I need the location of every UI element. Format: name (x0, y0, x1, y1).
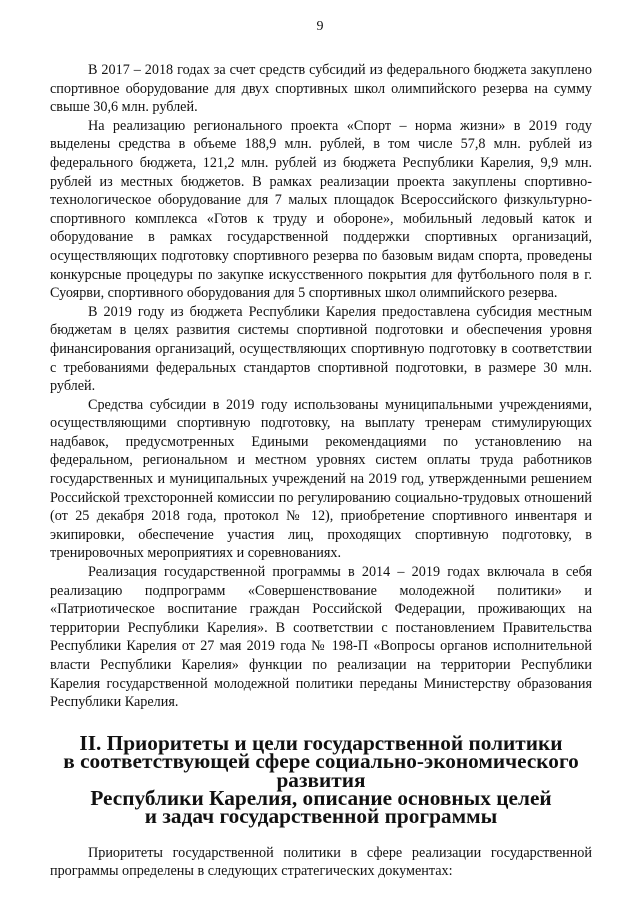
document-body (50, 61, 592, 881)
section-heading-line: II. Приоритеты и цели государственной политики (79, 730, 563, 755)
paragraph-subsidy-usage: Средства субсидии в 2019 году использованы муниципальными учреждениями, осуществляющими спортивную подготовку, на выплату тренерам стимулирующих надбавок, предусмотренных Едиными рекомендациями по установлению на федеральном, региональном и местном уровнях систем оплаты труда работников государственных и муниципальных учреждений на 2019 год, утвержденными решением Российской трехсторонней комиссии по регулированию социально-трудовых отношений (от 25 декабря 2018 года, протокол № 12), приобретение спортивного инвентаря и экипировки, обеспечение участия лиц, проходящих спортивную подготовку, в тренировочных мероприятиях и соревнованиях. (50, 396, 592, 562)
paragraph-program-implementation: Реализация государственной программы в 2014 – 2019 годах включала в себя реализацию подпрограмм «Совершенствование молодежной политики» и «Патриотическое воспитание граждан Российской Федерации, проживающих на территории Республики Карелия». В соответствии с постановлением Правительства Республики Карелия от 27 мая 2019 года № 198-П «Вопросы органов исполнительной власти Республики Карелия» функции по реализации на территории Республики Карелия государственной молодежной политики переданы Министерству образования Республики Карелия. (50, 564, 592, 711)
section-heading-line: и задач государственной программы (144, 804, 498, 829)
paragraph-sport-norm-of-life: На реализацию регионального проекта «Спорт – норма жизни» в 2019 году выделены средства в объеме 188,9 млн. рублей, в том числе 57,8 млн. рублей из федерального бюджета, 121,2 млн. рублей из бюджета Республики Карелия, 9,9 млн. рублей из местных бюджетов. В рамках реализации проекта закуплены спортивно-технологическое оборудование для 7 малых площадок Всероссийского физкультурно-спортивного комплекса «Готов к труду и обороне», мобильный ледовый каток и оборудование в рамках государственной поддержки спортивных организаций, осуществляющих подготовку спортивного резерва по базовым видам спорта, проведены конкурсные процедуры по закупке искусственного покрытия для футбольного поля в г. Суоярви, спортивного оборудования для 5 спортивных школ олимпийского резерва. (50, 117, 592, 302)
section-heading-line: Республики Карелия, описание основных целей (90, 786, 552, 810)
paragraph-subsidy-local-budgets: В 2019 году из бюджета Республики Карелия предоставлена субсидия местным бюджетам в целях развития системы спортивной подготовки и обеспечения уровня финансирования организаций, осуществляющих спортивную подготовку в соответствии с требованиями федеральных стандартов спортивной подготовки, в размере 30 млн. рублей. (50, 303, 592, 395)
section-heading-line: в соответствующей сфере социально-экономического развития (63, 749, 579, 792)
paragraph-priorities: Приоритеты государственной политики в сфере реализации государственной программы определены в следующих стратегических документах: (50, 844, 592, 880)
page-number: 9 (316, 19, 324, 34)
section-heading (50, 730, 592, 829)
paragraph-subsidies-2017-2018: В 2017 – 2018 годах за счет средств субсидий из федерального бюджета закуплено спортивное оборудование для двух спортивных школ олимпийского резерва на сумму свыше 30,6 млн. рублей. (50, 62, 592, 116)
